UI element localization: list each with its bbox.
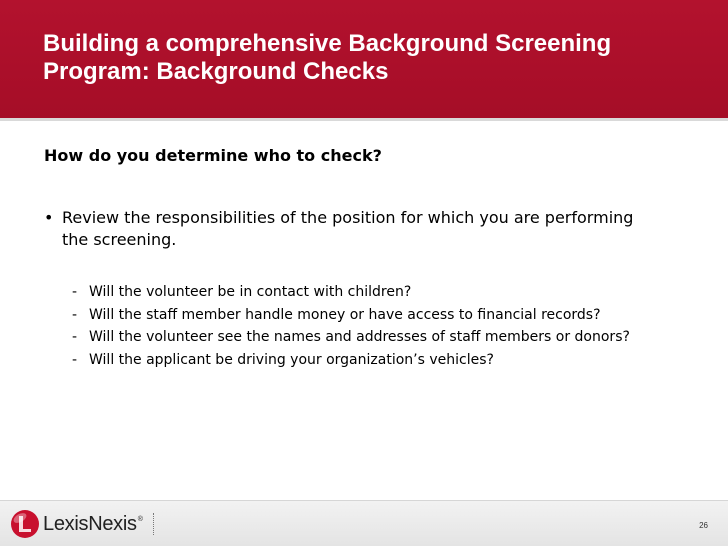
bullet-marker: • bbox=[44, 208, 54, 227]
sub-bullet-item bbox=[72, 306, 712, 325]
bullet-text: Review the responsibilities of the position for which you are performing the screening. bbox=[62, 208, 634, 249]
sub-bullet-item bbox=[72, 351, 712, 370]
logo-divider bbox=[153, 513, 154, 535]
sub-bullet-marker: - bbox=[72, 329, 78, 345]
footer-bar bbox=[0, 500, 728, 546]
slide-title: Building a comprehensive Background Screening Program: Background Checks bbox=[43, 30, 612, 85]
bullet-point bbox=[44, 207, 644, 251]
company-logo bbox=[10, 509, 154, 539]
page-number: 26 bbox=[699, 521, 708, 530]
sub-bullet-marker: - bbox=[72, 351, 78, 368]
sub-bullet-list bbox=[72, 283, 712, 373]
sub-bullet-text: Will the applicant be driving your organization’s vehicles? bbox=[89, 351, 494, 368]
sub-bullet-item bbox=[72, 283, 712, 302]
sub-bullet-marker: - bbox=[72, 284, 78, 300]
logo-wordmark: LexisNexis® bbox=[43, 512, 143, 535]
sub-bullet-text: Will the volunteer see the names and addresses of staff members or donors? bbox=[89, 329, 630, 345]
lexisnexis-logo-icon bbox=[10, 509, 40, 539]
section-heading: How do you determine who to check? bbox=[44, 146, 382, 165]
sub-bullet-text: Will the volunteer be in contact with children? bbox=[89, 284, 412, 300]
sub-bullet-text: Will the staff member handle money or have access to financial records? bbox=[89, 306, 601, 323]
sub-bullet-item bbox=[72, 328, 712, 347]
title-bar bbox=[0, 0, 728, 121]
sub-bullet-marker: - bbox=[72, 306, 78, 323]
